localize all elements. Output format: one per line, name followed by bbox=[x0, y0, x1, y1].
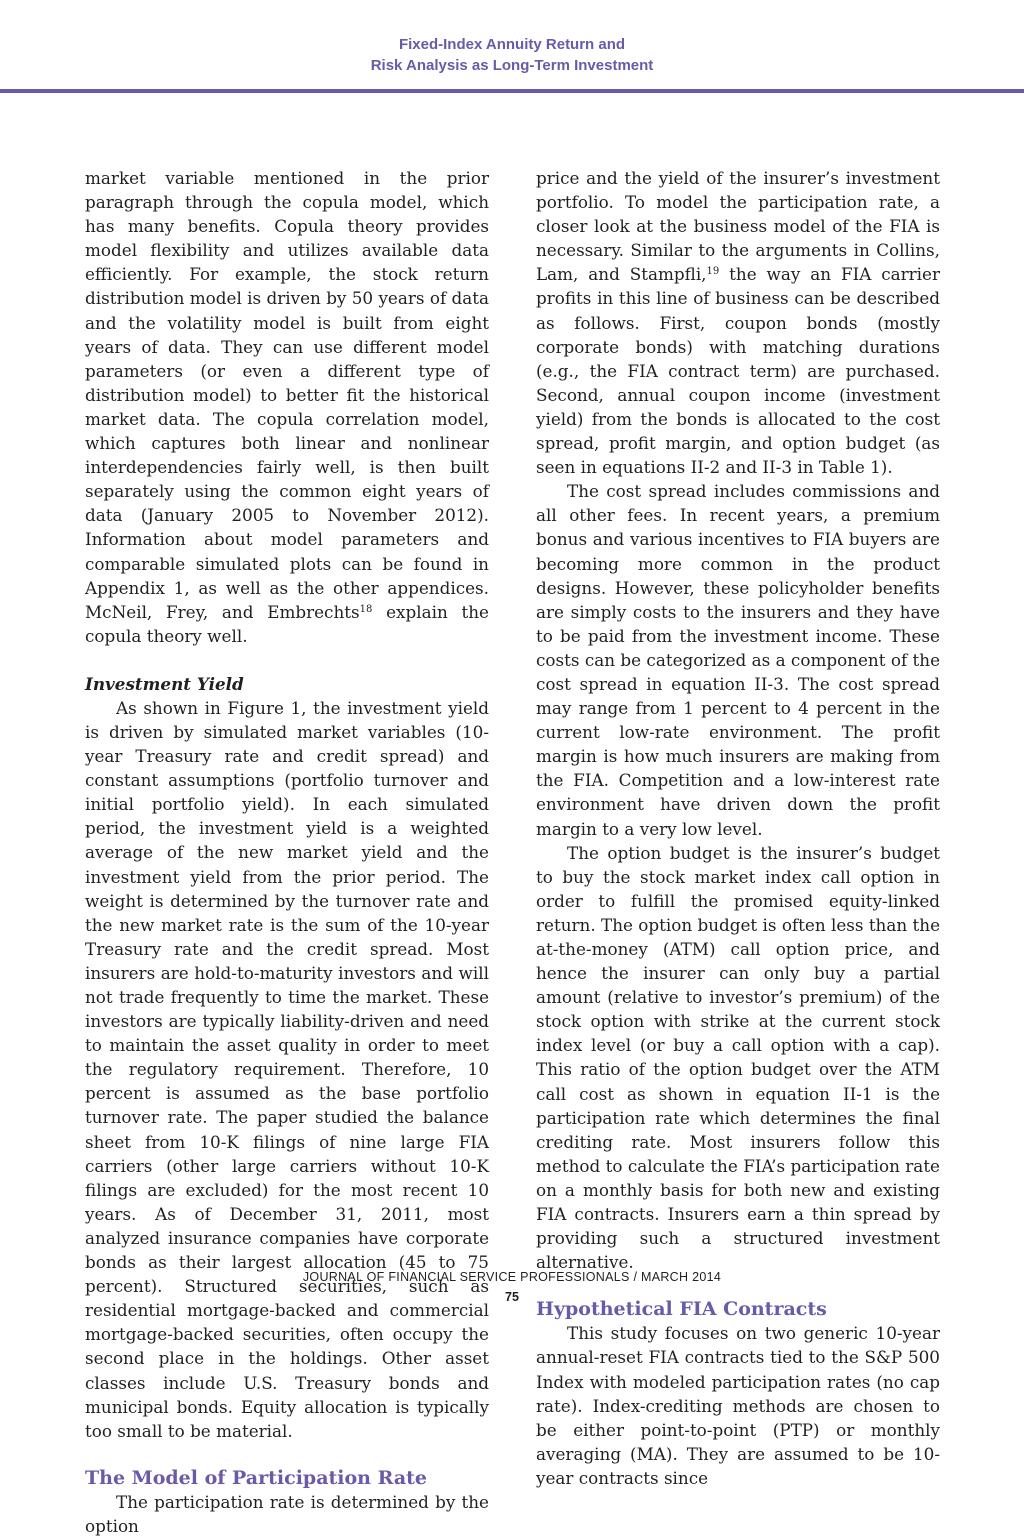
left-column bbox=[85, 166, 489, 1538]
page-footer bbox=[0, 1268, 1024, 1308]
header-divider bbox=[0, 89, 1024, 93]
section-heading-hypothetical-contracts: Hypothetical FIA Contracts bbox=[536, 1298, 827, 1321]
paragraph-text-end: explain the copula theory well. bbox=[85, 601, 489, 646]
running-head bbox=[0, 34, 1024, 76]
body-paragraph: This study focuses on two generic 10-year annual-reset FIA contracts tied to the S&P 500 Index with modeled participation rates (no cap rate). Index-crediting methods are chosen to be either point-to-point (PTP) or monthly averaging (MA). They are assumed to be 10-year contracts since bbox=[536, 1323, 940, 1488]
body-paragraph: The participation rate is determined by the option bbox=[85, 1491, 489, 1536]
footnote-ref-19: 19 bbox=[706, 266, 720, 278]
footnote-ref-18: 18 bbox=[359, 603, 373, 615]
body-paragraph bbox=[536, 166, 940, 479]
body-paragraph: The option budget is the insurer’s budget to buy the stock market index call option in order to fulfill the promised equity-linked return. The option budget is often less than the at-the-money (ATM) call option price, and hence the insurer can only buy a partial amount (relative to investor’s premium) of the stock option with strike at the current stock index level (or buy a call option with a cap). This ratio of the option budget over the ATM call cost as shown in equation II-1 is the participation rate which determines the final crediting rate. Most insurers follow this method to calculate the FIA’s participation rate on a monthly basis for both new and existing FIA contracts. Insurers earn a thin spread by providing such a structured investment alternative. bbox=[536, 842, 940, 1273]
paragraph-text-end: the way an FIA carrier profits in this line of business can be described as follows. First, coupon bonds (mostly corporate bonds) with matching durations (e.g., the FIA contract term) are purchased. Second, annual coupon income (investment yield) from the bonds is allocated to the cost spread, profit margin, and option budget (as seen in equations II-2 and II-3 in Table 1). bbox=[536, 264, 940, 478]
journal-citation: JOURNAL OF FINANCIAL SERVICE PROFESSIONALS / MARCH 2014 bbox=[302, 1270, 722, 1284]
body-paragraph: The cost spread includes commissions and all other fees. In recent years, a premium bonus and various incentives to FIA buyers are becoming more common in the product designs. However, these policyholder benefits are simply costs to the insurers and they have to be paid from the investment income. These costs can be categorized as a component of the cost spread in equation II-3. The cost spread may range from 1 percent to 4 percent in the current low-rate environment. The profit margin is how much insurers are making from the FIA. Competition and a low-interest rate environment have driven down the profit margin to a very low level. bbox=[536, 481, 940, 839]
running-head-line-2: Risk Analysis as Long-Term Investment bbox=[370, 57, 654, 74]
paragraph-text: market variable mentioned in the prior paragraph through the copula model, which has many benefits. Copula theory provides model flexibility and utilizes available data efficiently. For example, the stock return distribution model is driven by 50 years of data and the volatility model is built from eight years of data. They can use different model parameters (or even a different type of distribution model) to better fit the historical market data. The copula correlation model, which captures both linear and nonlinear interdependencies fairly well, is then built separately using the common eight years of data (January 2005 to November 2012). Information about model parameters and comparable simulated plots can be found in Appendix 1, as well as the other appendices. McNeil, Frey, and Embrechts bbox=[85, 168, 489, 622]
section-heading-participation-rate: The Model of Participation Rate bbox=[85, 1466, 427, 1489]
body-paragraph bbox=[85, 166, 489, 648]
subhead-investment-yield: Investment Yield bbox=[85, 673, 244, 694]
body-paragraph: As shown in Figure 1, the investment yield is driven by simulated market variables (10-year Treasury rate and credit spread) and constant assumptions (portfolio turnover and initial portfolio yield). In each simulated period, the investment yield is a weighted average of the new market yield and the investment yield from the prior period. The weight is determined by the turnover rate and the new market rate is the sum of the 10-year Treasury rate and the credit spread. Most insurers are hold-to-maturity investors and will not trade frequently to time the market. These investors are typically liability-driven and need to maintain the asset quality in order to meet the regulatory requirement. Therefore, 10 percent is assumed as the base portfolio turnover rate. The paper studied the balance sheet from 10-K filings of nine large FIA carriers (other large carriers without 10-K filings are excluded) for the most recent 10 years. As of December 31, 2011, most analyzed insurance companies have corporate bonds as their largest allocation (45 to 75 percent). Structured securities, such as residential mortgage-backed and commercial mortgage-backed securities, often occupy the second place in the holdings. Other asset classes include U.S. Treasury bonds and municipal bonds. Equity allocation is typically too small to be material. bbox=[85, 697, 489, 1441]
running-head-line-1: Fixed-Index Annuity Return and bbox=[398, 36, 626, 53]
page-number: 75 bbox=[505, 1290, 519, 1304]
paragraph-text: price and the yield of the insurer’s investment portfolio. To model the participation rate, a closer look at the business model of the FIA is necessary. Similar to the arguments in Collins, Lam, and Stampfli, bbox=[536, 168, 940, 285]
